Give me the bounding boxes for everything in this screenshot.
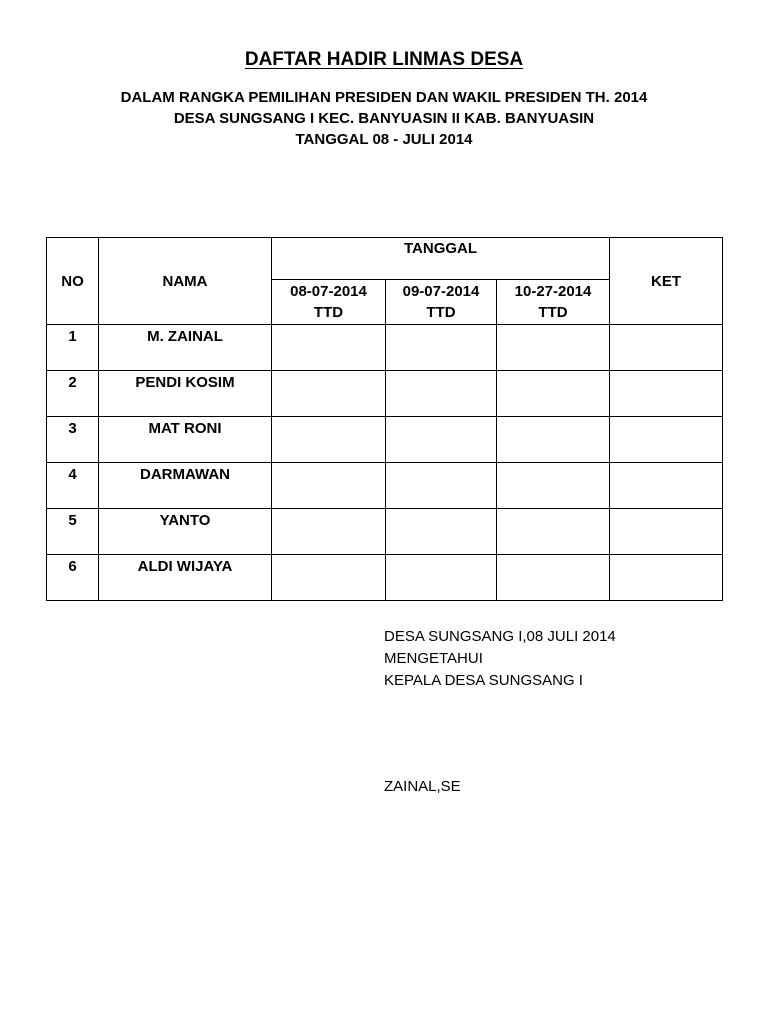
ket-cell [610,371,723,417]
row-no: 5 [47,509,99,555]
header-date-2-ttd: TTD [426,304,456,321]
row-no: 2 [47,371,99,417]
header-date-1 [272,280,386,325]
signature-cell [497,371,610,417]
header-date-2-value: 09-07-2014 [402,283,480,300]
row-nama: MAT RONI [99,417,272,463]
signature-cell [497,509,610,555]
signature-place-date: DESA SUNGSANG I,08 JULI 2014 [384,628,616,645]
signature-cell [272,325,386,371]
header-nama: NAMA [99,238,272,325]
subtitle-date: TANGGAL 08 - JULI 2014 [295,131,473,148]
ket-cell [610,417,723,463]
signature-cell [497,555,610,601]
attendance-table [46,237,723,601]
table-row [47,463,723,509]
signature-cell [497,325,610,371]
header-date-1-value: 08-07-2014 [290,283,367,300]
signature-cell [497,417,610,463]
header-no: NO [47,238,99,325]
header-tanggal: TANGGAL [272,238,610,280]
signature-position: KEPALA DESA SUNGSANG I [384,672,583,689]
header-date-3-ttd: TTD [538,304,568,321]
signature-cell [272,371,386,417]
ket-cell [610,325,723,371]
header-date-2 [386,280,497,325]
signature-cell [272,417,386,463]
signature-cell [386,371,497,417]
signature-cell [272,509,386,555]
header-ket: KET [610,238,723,325]
row-nama: M. ZAINAL [99,325,272,371]
header-date-1-ttd: TTD [313,304,344,321]
signature-cell [272,555,386,601]
header-date-3 [497,280,610,325]
row-no: 4 [47,463,99,509]
table-row [47,509,723,555]
row-nama: DARMAWAN [99,463,272,509]
ket-cell [610,463,723,509]
row-no: 6 [47,555,99,601]
ket-cell [610,555,723,601]
header-date-3-value: 10-27-2014 [514,283,592,300]
row-nama: ALDI WIJAYA [99,555,272,601]
row-no: 3 [47,417,99,463]
signature-cell [386,463,497,509]
row-nama: YANTO [99,509,272,555]
signature-cell [386,325,497,371]
row-nama: PENDI KOSIM [99,371,272,417]
table-row [47,371,723,417]
table-row [47,555,723,601]
row-no: 1 [47,325,99,371]
signature-cell [386,509,497,555]
table-row [47,325,723,371]
subtitle-event: DALAM RANGKA PEMILIHAN PRESIDEN DAN WAKIL PRESIDEN TH. 2014 [120,89,648,106]
signature-cell [386,555,497,601]
ket-cell [610,509,723,555]
document-title [0,48,768,72]
signature-cell [386,417,497,463]
signature-cell [272,463,386,509]
signature-cell [497,463,610,509]
signature-acknowledged: MENGETAHUI [384,650,483,667]
subtitle-location: DESA SUNGSANG I KEC. BANYUASIN II KAB. BANYUASIN [173,110,595,127]
signature-name: ZAINAL,SE [384,778,461,795]
table-row [47,417,723,463]
document-title-text: DAFTAR HADIR LINMAS DESA [244,49,524,70]
